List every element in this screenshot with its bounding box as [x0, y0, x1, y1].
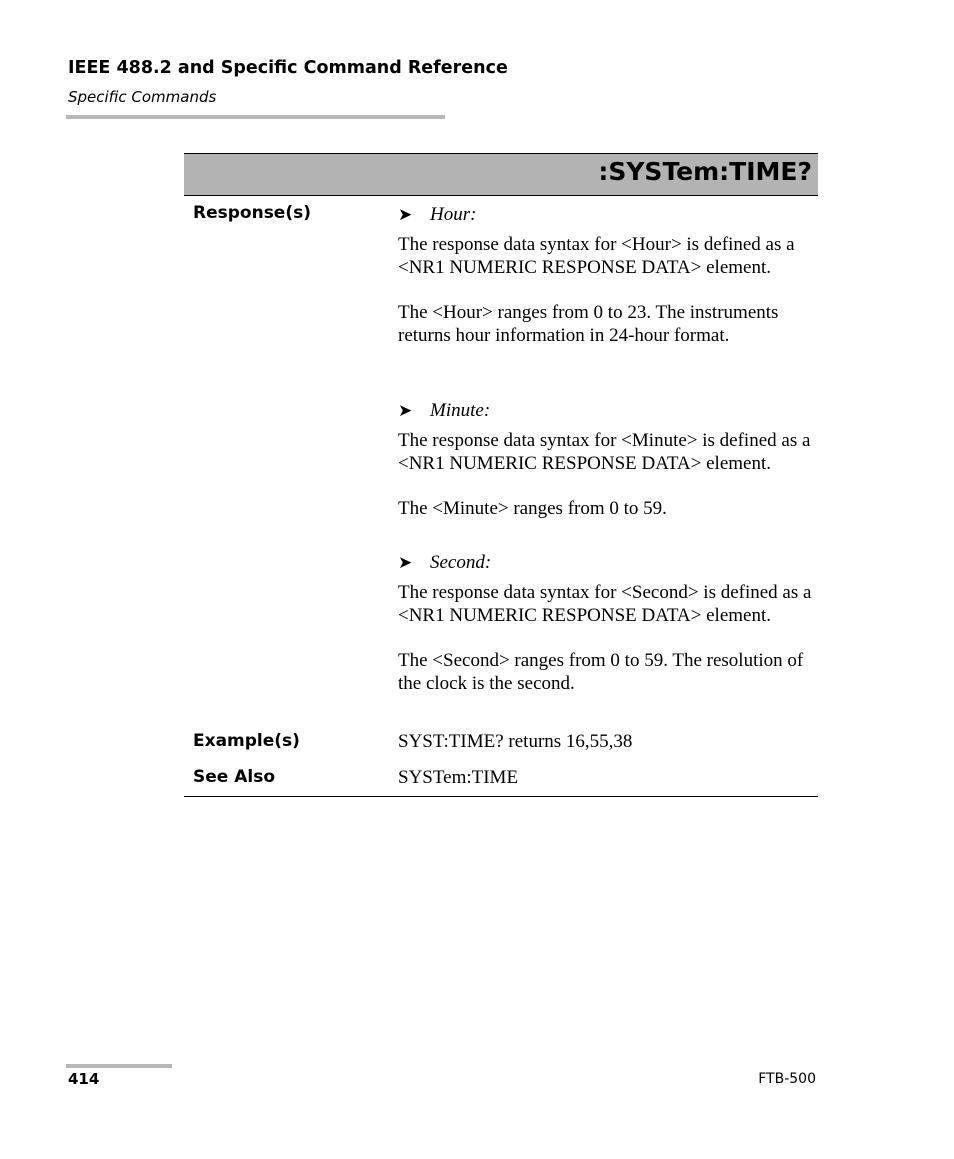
hour-paragraph-1: The response data syntax for <Hour> is defined as a <NR1 NUMERIC RESPONSE DATA> element.: [398, 234, 795, 278]
hour-description: [398, 233, 818, 347]
bullet-hour-label: Hour:: [430, 204, 477, 225]
running-header-title: IEEE 488.2 and Specific Command Reference: [68, 58, 508, 78]
see-also-text: SYSTem:TIME: [398, 767, 519, 788]
arrowhead-bullet-icon: ➤: [398, 401, 413, 420]
examples-text: SYST:TIME? returns 16,55,38: [398, 731, 633, 752]
bullet-second: [398, 551, 491, 574]
minute-paragraph-2: The <Minute> ranges from 0 to 59.: [398, 498, 667, 519]
arrowhead-bullet-icon: ➤: [398, 205, 413, 224]
arrowhead-bullet-icon: ➤: [398, 553, 413, 572]
minute-paragraph-1: The response data syntax for <Minute> is defined as a <NR1 NUMERIC RESPONSE DATA> element.: [398, 430, 811, 474]
second-description: [398, 581, 818, 695]
see-also-label: See Also: [193, 767, 276, 787]
bullet-minute-label: Minute:: [430, 400, 491, 421]
bullet-minute: [398, 399, 490, 422]
product-name: FTB-500: [758, 1071, 816, 1087]
command-title: :SYSTem:TIME?: [598, 157, 812, 186]
examples-label: Example(s): [193, 731, 300, 751]
minute-description: [398, 429, 818, 520]
bullet-hour: [398, 203, 476, 226]
hour-paragraph-2: The <Hour> ranges from 0 to 23. The instruments returns hour information in 24-hour format.: [398, 302, 779, 346]
footer-divider: [66, 1064, 172, 1068]
bullet-second-label: Second:: [430, 552, 492, 573]
second-paragraph-1: The response data syntax for <Second> is defined as a <NR1 NUMERIC RESPONSE DATA> element.: [398, 582, 812, 626]
running-header-subtitle: Specific Commands: [68, 88, 217, 106]
responses-label: Response(s): [193, 203, 311, 223]
second-paragraph-2: The <Second> ranges from 0 to 59. The resolution of the clock is the second.: [398, 650, 804, 694]
header-divider: [66, 115, 445, 119]
command-title-bar: [184, 153, 818, 196]
table-bottom-rule: [184, 796, 818, 797]
page-number: 414: [68, 1070, 100, 1088]
